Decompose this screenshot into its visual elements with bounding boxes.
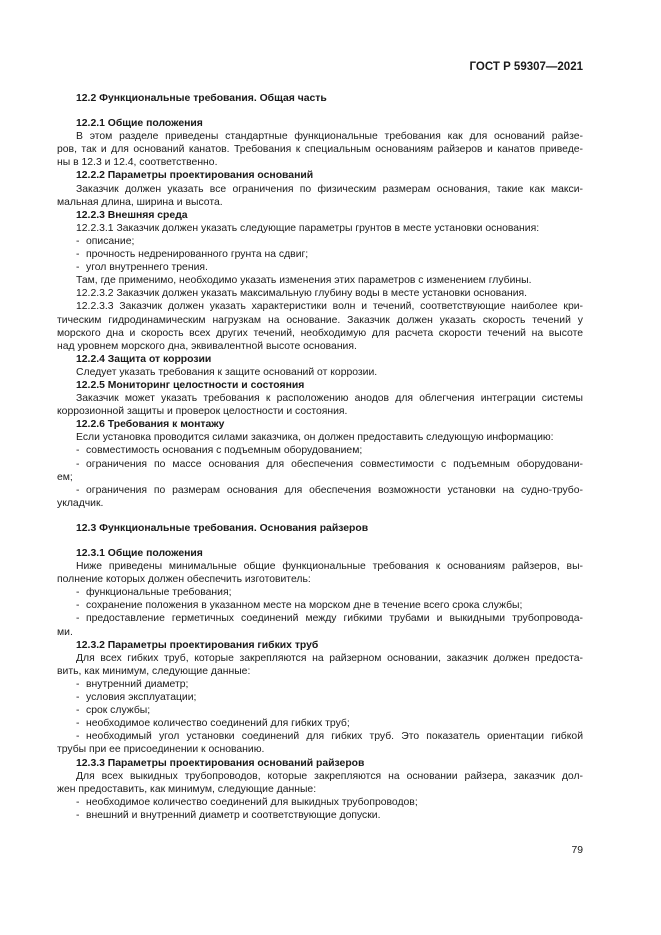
list-item: - внешний и внутренний диаметр и соответствующие допуски. bbox=[76, 809, 381, 821]
subsection-title-12-2-1: 12.2.1 Общие положения bbox=[76, 118, 203, 130]
list-item: - сохранение положения в указанном месте на морском дне в течение всего срока службы; bbox=[76, 600, 523, 612]
standard-designation: ГОСТ Р 59307—2021 bbox=[469, 61, 583, 73]
list-item: - угол внутреннего трения. bbox=[76, 262, 208, 274]
paragraph-line: ров, так и для оснований канатов. Требования к специальным основаниям райзеров и канатов приведе- bbox=[57, 144, 583, 156]
paragraph-line: полнение которых должен обеспечить изготовитель: bbox=[57, 574, 311, 586]
paragraph-line: жен предоставить, как минимум, следующие данные: bbox=[57, 783, 317, 795]
paragraph-line: вить, как минимум, следующие данные: bbox=[57, 665, 251, 677]
paragraph-line: ны в 12.3 и 12.4, соответственно. bbox=[57, 157, 218, 169]
page-body bbox=[57, 92, 583, 822]
list-item: - необходимое количество соединений для гибких труб; bbox=[76, 718, 350, 730]
paragraph-line: Для всех выкидных трубопроводов, которые закрепляются на основании райзера, заказчик дол- bbox=[76, 770, 583, 782]
list-item: - условия эксплуатации; bbox=[76, 692, 197, 704]
list-item: - прочность недренированного грунта на сдвиг; bbox=[76, 249, 309, 261]
subsection-title-12-3-1: 12.3.1 Общие положения bbox=[76, 548, 203, 559]
paragraph-line: Заказчик должен указать все ограничения по физическим размерам основания, такие как макси- bbox=[76, 183, 583, 195]
paragraph-line: над уровнем морского дна, эквивалентной высоте основания. bbox=[57, 340, 357, 352]
list-item-continuation: укладчик. bbox=[57, 497, 104, 509]
paragraph-line: 12.2.3.3 Заказчик должен указать характеристики волн и течений, соответствующие наиболее кри- bbox=[76, 301, 583, 313]
list-item: - описание; bbox=[76, 235, 135, 247]
list-item-continuation: ми. bbox=[57, 626, 73, 638]
list-item: - ограничения по массе основания для обеспечения совместимости с подъемным оборудовани- bbox=[76, 458, 583, 470]
paragraph-line: Следует указать требования к защите оснований от коррозии. bbox=[76, 366, 378, 378]
paragraph-line: морского дна и скорость всех других течений, необходимую для расчета скорости течений на высоте bbox=[57, 327, 583, 339]
list-item: - ограничения по размерам основания для обеспечения возможности установки на судно-трубо- bbox=[76, 484, 583, 496]
section-title-12-3: 12.3 Функциональные требования. Основания райзеров bbox=[76, 522, 369, 534]
paragraph-line: Там, где применимо, необходимо указать изменения этих параметров с изменением глубины. bbox=[76, 275, 532, 287]
paragraph-line: Заказчик может указать требования к расположению анодов для облегчения интеграции системы bbox=[76, 393, 583, 405]
paragraph-line: Если установка проводится силами заказчика, он должен предоставить следующую информацию: bbox=[76, 432, 554, 444]
subsection-title-12-2-5: 12.2.5 Мониторинг целостности и состояния bbox=[76, 379, 305, 391]
list-item: - совместимость основания с подъемным оборудованием; bbox=[76, 445, 363, 457]
paragraph-line: 12.2.3.1 Заказчик должен указать следующие параметры грунтов в месте установки основания: bbox=[76, 222, 540, 234]
page-number: 79 bbox=[571, 845, 583, 856]
subsection-title-12-2-4: 12.2.4 Защита от коррозии bbox=[76, 353, 212, 365]
paragraph-line: Ниже приведены минимальные общие функциональные требования к основаниям райзеров, вы- bbox=[76, 561, 583, 573]
list-item: - срок службы; bbox=[76, 705, 151, 717]
subsection-title-12-3-2: 12.3.2 Параметры проектирования гибких труб bbox=[76, 639, 319, 651]
list-item: - внутренний диаметр; bbox=[76, 678, 189, 690]
list-item-continuation: ем; bbox=[57, 471, 73, 483]
list-item: - предоставление герметичных соединений между гибкими трубами и выкидными трубопровода- bbox=[76, 613, 583, 625]
paragraph-line: коррозионной защиты и проверок целостности и состояния. bbox=[57, 406, 348, 418]
subsection-title-12-2-6: 12.2.6 Требования к монтажу bbox=[76, 419, 225, 431]
paragraph-line: Для всех гибких труб, которые закрепляются на райзерном основании, заказчик должен предоста- bbox=[76, 652, 583, 664]
paragraph-line: тическим гидродинамическим нагрузкам на основание. Заказчик должен указать скорость течений у bbox=[57, 314, 583, 326]
list-item-continuation: трубы при ее присоединении к основанию. bbox=[57, 744, 265, 756]
subsection-title-12-2-2: 12.2.2 Параметры проектирования оснований bbox=[76, 170, 314, 182]
paragraph-line: 12.2.3.2 Заказчик должен указать максимальную глубину воды в месте установки основания. bbox=[76, 288, 528, 300]
section-title-12-2: 12.2 Функциональные требования. Общая часть bbox=[76, 93, 327, 104]
list-item: - необходимое количество соединений для выкидных трубопроводов; bbox=[76, 796, 418, 808]
subsection-title-12-3-3: 12.3.3 Параметры проектирования оснований райзеров bbox=[76, 757, 365, 769]
list-item: - необходимый угол установки соединений для гибких труб. Это показатель ориентации гибкой bbox=[76, 731, 583, 743]
list-item: - функциональные требования; bbox=[76, 587, 232, 599]
paragraph-line: В этом разделе приведены стандартные функциональные требования как для оснований райзе- bbox=[76, 131, 583, 143]
paragraph-line: мальная длина, ширина и высота. bbox=[57, 196, 223, 208]
subsection-title-12-2-3: 12.2.3 Внешняя среда bbox=[76, 209, 188, 221]
